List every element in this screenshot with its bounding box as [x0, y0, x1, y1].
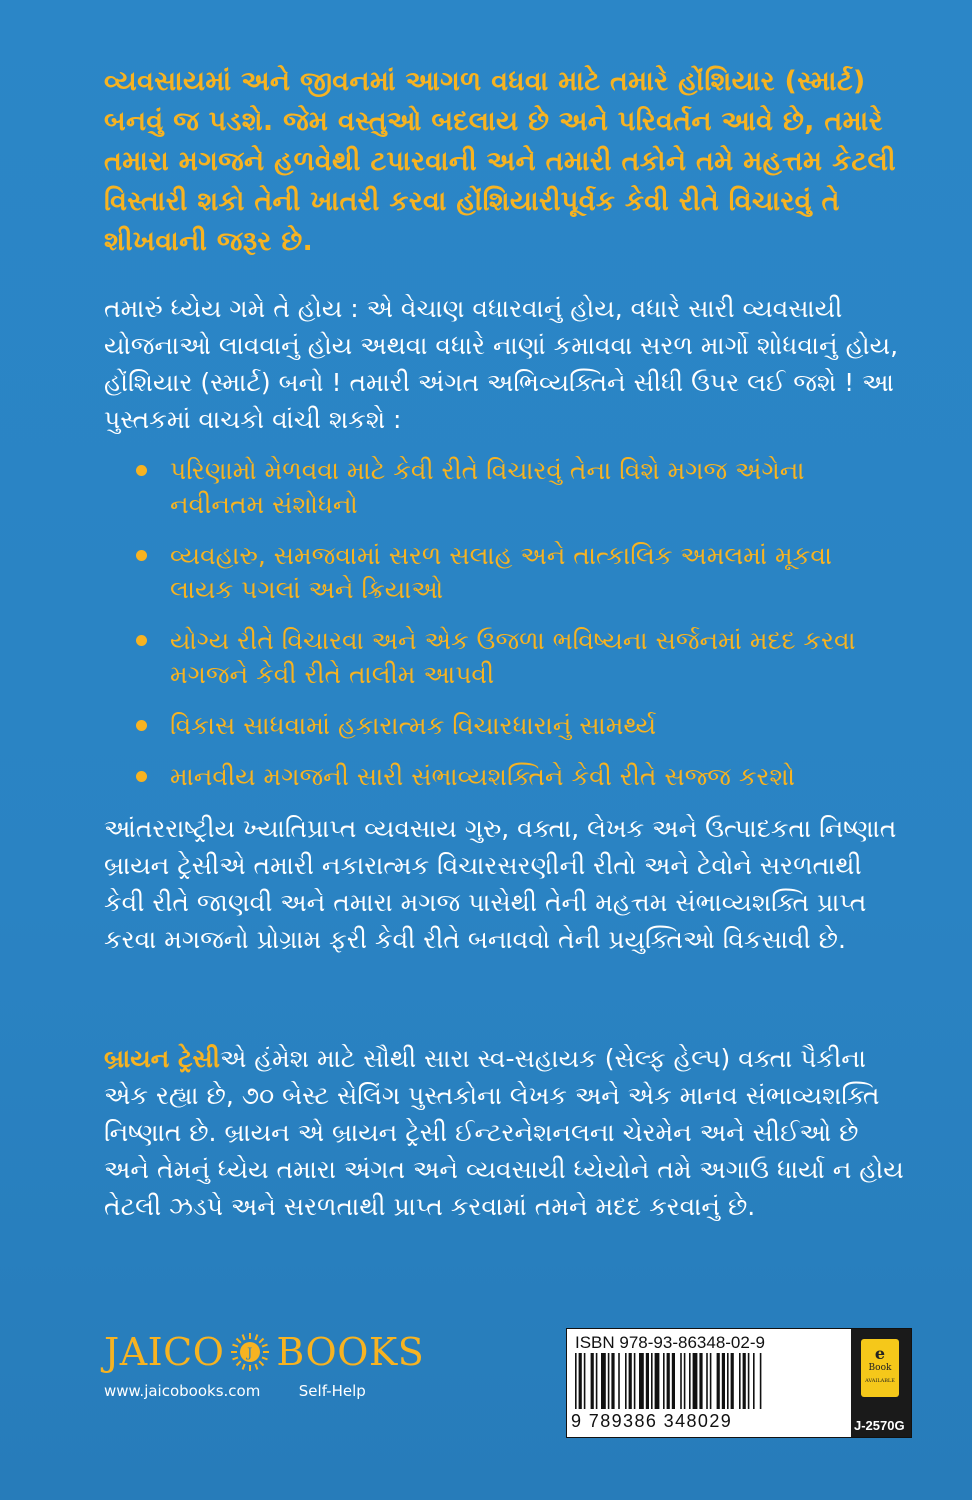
barcode-bar	[748, 1353, 750, 1409]
barcode-bars	[575, 1353, 797, 1409]
bullet-icon	[136, 635, 147, 646]
bullet-icon	[136, 465, 147, 476]
barcode-bar	[689, 1353, 691, 1409]
barcode-bar	[596, 1353, 598, 1409]
publisher-block	[104, 1330, 464, 1410]
author-expertise-paragraph: આંતરરાષ્ટ્રીય ખ્યાતિપ્રાપ્ત વ્યવસાય ગુરુ, વક્તા, લેખક અને ઉત્પાદકતા નિષ્ણાત બ્રાયન ટ્રેસીએ તમારી નકારાત્મક વિચારસરણીની રીતો અને ટેવોને સરળતાથી કેવી રીતે જાણવી અને તમારા મગજ પાસેથી તેની મહત્તમ સંભાવ્યશક્તિ પ્રાપ્ત કરવા મગજનો પ્રોગ્રામ ફરી કેવી રીતે બનાવવો તેની પ્રયુક્તિઓ વિકસાવી છે.	[104, 814, 897, 954]
barcode-bar	[710, 1353, 712, 1409]
catalog-code: J-2570G	[854, 1418, 905, 1433]
author-bio-text: એ હંમેશ માટે સૌથી સારા સ્વ-સહાયક (સેલ્ફ હેલ્પ) વક્તા પૈકીના એક રહ્યા છે, ૭૦ બેસ્ટ સેલિંગ પુસ્તકોના લેખક અને એક માનવ સંભાવ્યશક્તિ નિષ્ણાત છે. બ્રાયન એ બ્રાયન ટ્રેસી ઈન્ટરનેશનલના ચેરમેન અને સીઈઓ છે અને તેમનું ધ્યેય તમારા અંગત અને વ્યવસાયી ધ્યેયોને તમે અગાઉ ધાર્યા ન હોય તેટલી ઝડપે અને સરળતાથી પ્રાપ્ત કરવામાં તમને મદદ કરવાનું છે.	[104, 1044, 904, 1221]
barcode-bar	[672, 1353, 675, 1409]
feature-list	[136, 454, 856, 811]
ebook-icon: e Book AVAILABLE	[861, 1339, 899, 1397]
barcode-bar	[743, 1353, 746, 1409]
barcode-box	[566, 1328, 912, 1438]
barcode-bar	[634, 1353, 636, 1409]
list-item: વ્યવહારુ, સમજવામાં સરળ સલાહ અને તાત્કાલિક અમલમાં મૂકવા લાયક પગલાં અને ક્રિયાઓ	[136, 539, 856, 607]
list-item: યોગ્ય રીતે વિચારવા અને એક ઉજળા ભવિષ્યના સર્જનમાં મદદ કરવા મગજને કેવી રીતે તાલીમ આપવી	[136, 624, 856, 692]
author-bio-paragraph	[104, 1040, 904, 1225]
barcode-bar	[655, 1353, 660, 1409]
barcode-bar	[693, 1353, 698, 1409]
barcode-bar	[731, 1353, 734, 1409]
author-name: બ્રાયન ટ્રેસી	[104, 1044, 220, 1073]
barcode-bar	[575, 1353, 577, 1409]
bullet-icon	[136, 720, 147, 731]
barcode-bar	[722, 1353, 725, 1409]
barcode-bar	[639, 1353, 644, 1409]
barcode-bar	[579, 1353, 582, 1409]
goals-paragraph: તમારું ધ્યેય ગમે તે હોય : એ વેચાણ વધારવાનું હોય, વધારે સારી વ્યવસાયી યોજનાઓ લાવવાનું હોય અથવા વધારે નાણાં કમાવવા સરળ માર્ગો શોધવાનું હોય, હોંશિયાર (સ્માર્ટ) બનો ! તમારી અંગત અભિવ્યક્તિને સીધી ઉપર લઈ જશે ! આ પુસ્તકમાં વાચકો વાંચી શકશે :	[104, 294, 899, 434]
barcode-bar	[629, 1353, 632, 1409]
sun-logo-icon	[230, 1332, 270, 1372]
barcode-bar	[584, 1353, 586, 1409]
list-item: માનવીય મગજની સારી સંભાવ્યશક્તિને કેવી રીતે સજ્જ કરશો	[136, 760, 856, 794]
barcode-digits: 9 789386 348029	[571, 1411, 733, 1431]
publisher-footer	[104, 1382, 464, 1400]
barcode-bar	[608, 1353, 610, 1409]
barcode-bar	[667, 1353, 670, 1409]
barcode-bar	[699, 1353, 702, 1409]
publisher-website: www.jaicobooks.com	[104, 1382, 261, 1400]
ebook-side-panel	[851, 1329, 911, 1437]
barcode-bar	[611, 1353, 614, 1409]
bullet-icon	[136, 550, 147, 561]
barcode-bar	[684, 1353, 686, 1409]
barcode-bar	[618, 1353, 620, 1409]
barcode-bar	[727, 1353, 729, 1409]
barcode-bar	[739, 1353, 741, 1409]
barcode-bar	[663, 1353, 665, 1409]
publisher-logo	[104, 1330, 464, 1374]
barcode-bar	[625, 1353, 627, 1409]
isbn-label: ISBN 978-93-86348-02-9	[575, 1333, 765, 1352]
barcode-bar	[591, 1353, 594, 1409]
list-item: પરિણામો મેળવવા માટે કેવી રીતે વિચારવું તેના વિશે મગજ અંગેના નવીનતમ સંશોધનો	[136, 454, 856, 522]
bullet-icon	[136, 771, 147, 782]
barcode-bar	[706, 1353, 708, 1409]
book-category: Self-Help	[298, 1382, 366, 1400]
barcode-bar	[646, 1353, 649, 1409]
barcode-bar	[651, 1353, 653, 1409]
barcode-bar	[680, 1353, 682, 1409]
barcode-bar	[760, 1353, 762, 1409]
barcode-bar	[717, 1353, 720, 1409]
intro-paragraph: વ્યવસાયમાં અને જીવનમાં આગળ વધવા માટે તમારે હોંશિયાર (સ્માર્ટ) બનવું જ પડશે. જેમ વસ્તુઓ બદલાય છે અને પરિવર્તન આવે છે, તમારે તમારા મગજને હળવેથી ટપારવાની અને તમારી તકોને તમે મહત્તમ કેટલી વિસ્તારી શકો તેની ખાતરી કરવા હોંશિયારીપૂર્વક કેવી રીતે વિચારવું તે શીખવાની જરૂર છે.	[104, 66, 896, 257]
barcode-bar	[601, 1353, 606, 1409]
publisher-name-right: BOOKS	[276, 1330, 425, 1374]
barcode-bar	[753, 1353, 755, 1409]
publisher-name-left: JAICO	[104, 1330, 225, 1374]
list-item: વિકાસ સાધવામાં હકારાત્મક વિચારધારાનું સામર્થ્ય	[136, 709, 856, 743]
svg-text:J: J	[247, 1346, 254, 1361]
